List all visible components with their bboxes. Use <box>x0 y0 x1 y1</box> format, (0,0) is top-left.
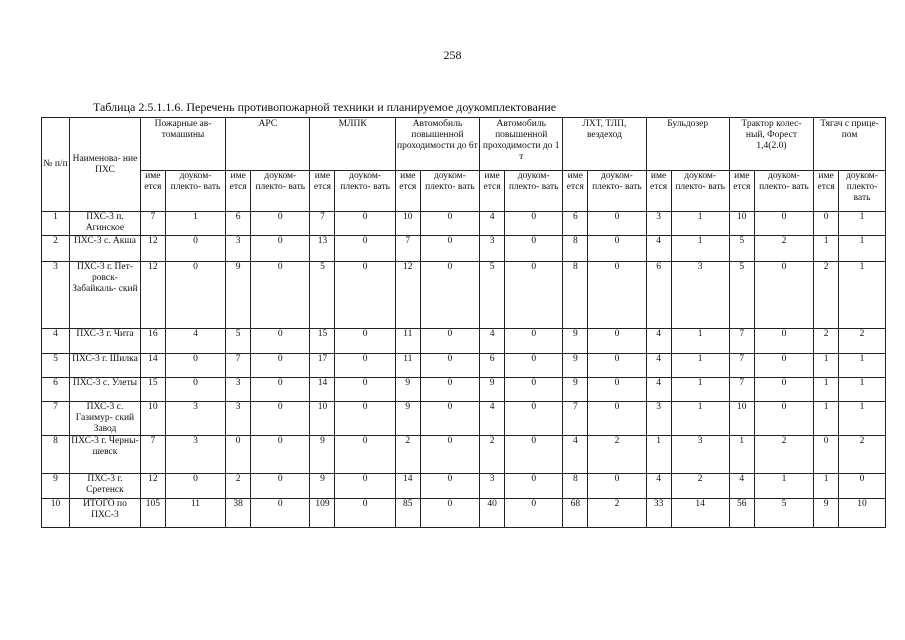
cell-plan: 0 <box>420 402 479 436</box>
cell-have: 3 <box>646 402 671 436</box>
cell-have: 8 <box>563 236 588 262</box>
header-group-offroad-1t: Автомобиль повышенной проходимости до 1 т <box>480 118 563 171</box>
cell-have: 109 <box>310 499 335 528</box>
cell-have: 9 <box>395 402 420 436</box>
cell-plan: 0 <box>754 329 813 354</box>
header-group-lht: ЛХТ, ТЛП, вездеход <box>563 118 646 171</box>
cell-have: 0 <box>226 436 251 474</box>
cell-plan: 0 <box>335 402 395 436</box>
station-name: ПХС-3 п. Агинское <box>70 212 141 236</box>
table-row <box>42 212 886 236</box>
cell-plan: 1 <box>671 236 729 262</box>
cell-have: 9 <box>814 499 839 528</box>
table-row <box>42 378 886 402</box>
cell-plan: 0 <box>588 474 646 499</box>
cell-plan: 0 <box>251 329 310 354</box>
cell-plan: 0 <box>754 354 813 378</box>
cell-plan: 3 <box>165 402 225 436</box>
table-row <box>42 262 886 329</box>
cell-plan: 2 <box>754 436 813 474</box>
cell-plan: 5 <box>754 499 813 528</box>
cell-have: 9 <box>563 329 588 354</box>
cell-plan: 1 <box>839 354 886 378</box>
table-row <box>42 474 886 499</box>
cell-have: 4 <box>646 378 671 402</box>
subheader-have: име ется <box>140 171 165 212</box>
table-row <box>42 236 886 262</box>
table-row <box>42 436 886 474</box>
cell-have: 0 <box>814 436 839 474</box>
cell-have: 85 <box>395 499 420 528</box>
cell-have: 10 <box>395 212 420 236</box>
page-number: 258 <box>443 48 462 62</box>
cell-plan: 0 <box>588 236 646 262</box>
cell-have: 4 <box>480 329 505 354</box>
cell-plan: 10 <box>839 499 886 528</box>
cell-plan: 0 <box>588 354 646 378</box>
cell-have: 1 <box>814 378 839 402</box>
cell-plan: 0 <box>588 378 646 402</box>
cell-have: 14 <box>395 474 420 499</box>
cell-plan: 0 <box>420 354 479 378</box>
row-number: 7 <box>42 402 70 436</box>
cell-plan: 0 <box>420 212 479 236</box>
cell-plan: 0 <box>335 262 395 329</box>
station-name: ПХС-3 г. Шилка <box>70 354 141 378</box>
cell-have: 105 <box>140 499 165 528</box>
row-number: 10 <box>42 499 70 528</box>
cell-have: 15 <box>140 378 165 402</box>
cell-plan: 0 <box>754 402 813 436</box>
station-name: ПХС-3 г. Черны- шевск <box>70 436 141 474</box>
cell-plan: 0 <box>505 329 563 354</box>
cell-have: 5 <box>480 262 505 329</box>
cell-plan: 0 <box>420 329 479 354</box>
cell-plan: 0 <box>251 262 310 329</box>
cell-plan: 0 <box>251 354 310 378</box>
cell-plan: 0 <box>335 329 395 354</box>
cell-plan: 0 <box>251 436 310 474</box>
cell-plan: 0 <box>251 212 310 236</box>
cell-plan: 0 <box>420 262 479 329</box>
row-number: 3 <box>42 262 70 329</box>
cell-have: 11 <box>395 354 420 378</box>
cell-plan: 0 <box>251 236 310 262</box>
cell-have: 1 <box>814 402 839 436</box>
cell-have: 9 <box>310 436 335 474</box>
cell-have: 6 <box>563 212 588 236</box>
subheader-plan: доуком- плекто- вать <box>839 171 886 212</box>
cell-plan: 0 <box>505 212 563 236</box>
cell-plan: 0 <box>505 474 563 499</box>
cell-plan: 0 <box>420 378 479 402</box>
subheader-have: име ется <box>814 171 839 212</box>
cell-have: 40 <box>480 499 505 528</box>
cell-have: 6 <box>646 262 671 329</box>
cell-plan: 0 <box>754 262 813 329</box>
subheader-plan: доуком- плекто- вать <box>335 171 395 212</box>
cell-have: 7 <box>226 354 251 378</box>
subheader-plan: доуком- плекто- вать <box>420 171 479 212</box>
cell-plan: 0 <box>335 436 395 474</box>
cell-plan: 1 <box>839 402 886 436</box>
cell-plan: 1 <box>671 212 729 236</box>
cell-have: 12 <box>140 474 165 499</box>
cell-have: 3 <box>480 236 505 262</box>
cell-have: 5 <box>226 329 251 354</box>
cell-plan: 14 <box>671 499 729 528</box>
header-group-bulldozer: Бульдозер <box>646 118 729 171</box>
cell-plan: 2 <box>588 436 646 474</box>
table-caption: Таблица 2.5.1.1.6. Перечень противопожарной техники и планируемое доукомплектование <box>93 100 557 114</box>
cell-plan: 0 <box>588 262 646 329</box>
cell-plan: 0 <box>505 262 563 329</box>
cell-have: 16 <box>140 329 165 354</box>
cell-plan: 0 <box>165 236 225 262</box>
cell-plan: 0 <box>588 212 646 236</box>
cell-plan: 1 <box>754 474 813 499</box>
cell-have: 7 <box>140 212 165 236</box>
cell-have: 4 <box>729 474 754 499</box>
cell-plan: 0 <box>420 236 479 262</box>
table-row <box>42 354 886 378</box>
cell-have: 1 <box>814 354 839 378</box>
cell-plan: 2 <box>671 474 729 499</box>
cell-plan: 0 <box>839 474 886 499</box>
cell-have: 5 <box>729 236 754 262</box>
cell-have: 10 <box>310 402 335 436</box>
cell-have: 10 <box>729 402 754 436</box>
cell-plan: 4 <box>165 329 225 354</box>
cell-have: 3 <box>480 474 505 499</box>
cell-plan: 1 <box>671 329 729 354</box>
subheader-have: име ется <box>729 171 754 212</box>
cell-plan: 0 <box>335 354 395 378</box>
subheader-have: име ется <box>226 171 251 212</box>
cell-plan: 1 <box>839 212 886 236</box>
station-name: ПХС-3 с. Газимур- ский Завод <box>70 402 141 436</box>
cell-plan: 0 <box>420 474 479 499</box>
cell-plan: 0 <box>505 378 563 402</box>
subheader-have: име ется <box>480 171 505 212</box>
subheader-plan: доуком- плекто- вать <box>251 171 310 212</box>
cell-plan: 1 <box>839 262 886 329</box>
cell-have: 9 <box>480 378 505 402</box>
row-number: 9 <box>42 474 70 499</box>
table-row <box>42 329 886 354</box>
cell-have: 56 <box>729 499 754 528</box>
cell-plan: 1 <box>839 378 886 402</box>
cell-have: 4 <box>646 329 671 354</box>
header-group-ars: АРС <box>226 118 310 171</box>
table-row <box>42 402 886 436</box>
cell-have: 3 <box>226 236 251 262</box>
cell-have: 7 <box>563 402 588 436</box>
cell-have: 7 <box>140 436 165 474</box>
cell-have: 5 <box>310 262 335 329</box>
cell-have: 11 <box>395 329 420 354</box>
cell-plan: 0 <box>251 499 310 528</box>
cell-have: 9 <box>310 474 335 499</box>
cell-plan: 1 <box>671 378 729 402</box>
station-name: ПХС-3 г. Сретенск <box>70 474 141 499</box>
cell-plan: 0 <box>335 499 395 528</box>
cell-plan: 1 <box>671 354 729 378</box>
cell-plan: 0 <box>505 236 563 262</box>
cell-plan: 0 <box>165 474 225 499</box>
subheader-plan: доуком- плекто- вать <box>671 171 729 212</box>
cell-have: 5 <box>729 262 754 329</box>
cell-plan: 0 <box>335 236 395 262</box>
subheader-plan: доуком- плекто- вать <box>754 171 813 212</box>
cell-plan: 0 <box>335 378 395 402</box>
subheader-have: име ется <box>646 171 671 212</box>
cell-plan: 0 <box>754 378 813 402</box>
cell-have: 2 <box>814 262 839 329</box>
row-number: 8 <box>42 436 70 474</box>
cell-have: 9 <box>563 354 588 378</box>
cell-plan: 1 <box>671 402 729 436</box>
cell-have: 17 <box>310 354 335 378</box>
cell-have: 8 <box>563 474 588 499</box>
cell-have: 12 <box>395 262 420 329</box>
row-number: 5 <box>42 354 70 378</box>
header-group-tow-truck: Тягач с прице- пом <box>814 118 886 171</box>
cell-have: 0 <box>814 212 839 236</box>
cell-plan: 0 <box>335 212 395 236</box>
subheader-plan: доуком- плекто- вать <box>588 171 646 212</box>
cell-plan: 0 <box>165 354 225 378</box>
cell-plan: 3 <box>671 262 729 329</box>
cell-have: 33 <box>646 499 671 528</box>
cell-have: 9 <box>226 262 251 329</box>
table-row <box>42 499 886 528</box>
cell-plan: 0 <box>420 436 479 474</box>
header-name: Наименова- ние ПХС <box>70 118 141 212</box>
subheader-have: име ется <box>310 171 335 212</box>
cell-have: 7 <box>310 212 335 236</box>
subheader-have: име ется <box>395 171 420 212</box>
subheader-have: име ется <box>563 171 588 212</box>
cell-have: 4 <box>646 236 671 262</box>
cell-plan: 0 <box>335 474 395 499</box>
row-number: 2 <box>42 236 70 262</box>
cell-plan: 2 <box>754 236 813 262</box>
cell-plan: 3 <box>165 436 225 474</box>
cell-plan: 0 <box>505 402 563 436</box>
cell-have: 8 <box>563 262 588 329</box>
cell-have: 1 <box>646 436 671 474</box>
cell-have: 9 <box>395 378 420 402</box>
cell-have: 13 <box>310 236 335 262</box>
row-number: 6 <box>42 378 70 402</box>
cell-have: 15 <box>310 329 335 354</box>
station-name: ПХС-3 г. Пет- ровск- Забайкаль- ский <box>70 262 141 329</box>
cell-have: 2 <box>814 329 839 354</box>
cell-have: 3 <box>226 402 251 436</box>
cell-plan: 0 <box>588 402 646 436</box>
cell-plan: 0 <box>505 354 563 378</box>
cell-have: 9 <box>563 378 588 402</box>
header-num: № п/п <box>42 118 70 212</box>
cell-have: 38 <box>226 499 251 528</box>
cell-have: 2 <box>395 436 420 474</box>
cell-plan: 2 <box>839 436 886 474</box>
station-name: ПХС-3 с. Улеты <box>70 378 141 402</box>
cell-have: 1 <box>814 474 839 499</box>
header-group-tractor: Трактор колес- ный, Форест 1,4(2.0) <box>729 118 813 171</box>
cell-have: 6 <box>480 354 505 378</box>
cell-have: 14 <box>140 354 165 378</box>
header-group-mlpk: МЛПК <box>310 118 395 171</box>
cell-have: 4 <box>480 402 505 436</box>
row-number: 1 <box>42 212 70 236</box>
cell-have: 1 <box>729 436 754 474</box>
header-group-fire-trucks: Пожарные ав- томашины <box>140 118 225 171</box>
cell-have: 1 <box>814 236 839 262</box>
cell-plan: 0 <box>505 499 563 528</box>
cell-plan: 11 <box>165 499 225 528</box>
cell-have: 4 <box>646 354 671 378</box>
cell-plan: 0 <box>251 402 310 436</box>
cell-have: 14 <box>310 378 335 402</box>
cell-plan: 0 <box>251 474 310 499</box>
cell-plan: 0 <box>165 378 225 402</box>
row-number: 4 <box>42 329 70 354</box>
station-name: ИТОГО по ПХС-3 <box>70 499 141 528</box>
cell-plan: 0 <box>251 378 310 402</box>
cell-have: 7 <box>395 236 420 262</box>
cell-have: 2 <box>226 474 251 499</box>
subheader-plan: доуком- плекто- вать <box>505 171 563 212</box>
cell-plan: 0 <box>754 212 813 236</box>
cell-have: 4 <box>480 212 505 236</box>
cell-have: 12 <box>140 236 165 262</box>
station-name: ПХС-3 с. Акша <box>70 236 141 262</box>
cell-plan: 1 <box>165 212 225 236</box>
cell-have: 7 <box>729 329 754 354</box>
station-name: ПХС-3 г. Чита <box>70 329 141 354</box>
cell-plan: 2 <box>588 499 646 528</box>
cell-have: 68 <box>563 499 588 528</box>
cell-have: 7 <box>729 354 754 378</box>
header-group-offroad-6t: Автомобиль повышенной проходимости до 6т <box>395 118 479 171</box>
subheader-plan: доуком- плекто- вать <box>165 171 225 212</box>
cell-plan: 2 <box>839 329 886 354</box>
cell-have: 4 <box>646 474 671 499</box>
cell-have: 4 <box>563 436 588 474</box>
cell-have: 12 <box>140 262 165 329</box>
equipment-table <box>41 117 886 528</box>
cell-have: 10 <box>729 212 754 236</box>
cell-have: 3 <box>646 212 671 236</box>
cell-plan: 0 <box>420 499 479 528</box>
cell-have: 2 <box>480 436 505 474</box>
cell-have: 3 <box>226 378 251 402</box>
cell-have: 6 <box>226 212 251 236</box>
cell-have: 7 <box>729 378 754 402</box>
cell-have: 10 <box>140 402 165 436</box>
cell-plan: 3 <box>671 436 729 474</box>
cell-plan: 1 <box>839 236 886 262</box>
cell-plan: 0 <box>588 329 646 354</box>
cell-plan: 0 <box>505 436 563 474</box>
cell-plan: 0 <box>165 262 225 329</box>
